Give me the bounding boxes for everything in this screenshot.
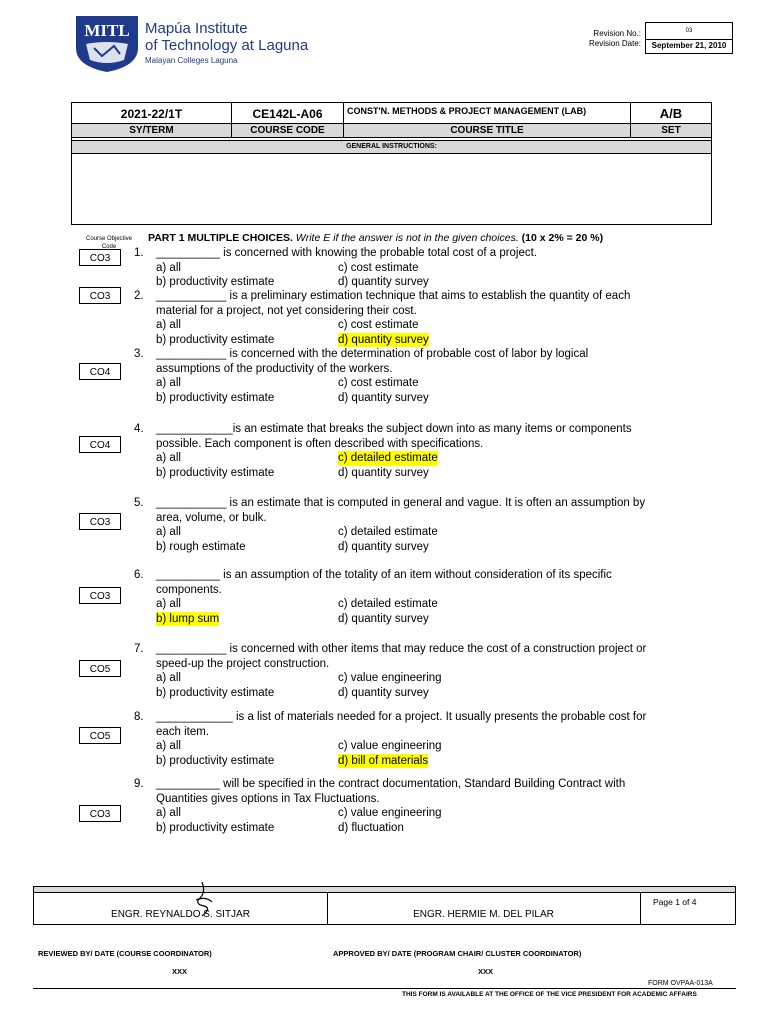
question-text (134, 347, 714, 362)
approver-name: ENGR. HERMIE M. DEL PILAR (413, 909, 554, 920)
choice-c: c) cost estimate (338, 377, 419, 389)
course-title-value: CONST'N. METHODS & PROJECT MANAGEMENT (LAB) (344, 103, 631, 123)
question-stem-cont: material for a project, not yet considering their cost. (156, 304, 417, 317)
choice-c: c) detailed estimate (338, 526, 438, 538)
choice-row (134, 376, 714, 391)
part1-instruction: Write E if the answer is not in the given choices. (295, 232, 519, 244)
question-text (134, 496, 714, 511)
choice-b: b) productivity estimate (156, 686, 275, 699)
question-stem-cont: components. (156, 583, 222, 596)
set-label: SET (631, 123, 711, 138)
choice-a: a) all (156, 452, 181, 464)
choice-d: d) bill of materials (338, 754, 429, 767)
question-stem-cont: area, volume, or bulk. (156, 511, 267, 524)
course-title-label: COURSE TITLE (344, 123, 631, 137)
choice-row (134, 739, 714, 754)
term-label: SY/TERM (72, 123, 232, 137)
reviewer-name: ENGR. REYNALDO S. SITJAR (111, 909, 250, 920)
choice-row (134, 612, 714, 627)
choice-c: c) value engineering (338, 672, 442, 684)
choice-b: b) lump sum (156, 612, 220, 625)
course-objective-code: CO3 (79, 287, 121, 304)
choice-c: c) value engineering (338, 807, 442, 819)
question-item (134, 347, 714, 405)
question-number: 5. (134, 497, 144, 509)
question-stem-cont: possible. Each component is often described with specifications. (156, 437, 484, 450)
choice-row (134, 821, 714, 836)
question-item (134, 710, 714, 768)
choice-c: c) detailed estimate (338, 452, 438, 464)
choice-row (134, 540, 714, 555)
choice-a: a) all (156, 740, 181, 752)
choice-row (134, 686, 714, 701)
course-objective-code: CO3 (79, 805, 121, 822)
choice-b: b) productivity estimate (156, 391, 275, 404)
question-number: 8. (134, 711, 144, 723)
reviewed-by-label: REVIEWED BY/ DATE (COURSE COORDINATOR) (38, 949, 212, 958)
question-text (134, 710, 714, 725)
approved-by-label: APPROVED BY/ DATE (PROGRAM CHAIR/ CLUSTER COORDINATOR) (333, 949, 582, 958)
institution-logo (72, 14, 142, 74)
course-objective-code: CO4 (79, 363, 121, 380)
course-objective-code: CO5 (79, 660, 121, 677)
question-item (134, 496, 714, 554)
choice-c: c) detailed estimate (338, 598, 438, 610)
general-instructions-label: GENERAL INSTRUCTIONS: (72, 140, 711, 154)
choice-b: b) rough estimate (156, 540, 246, 553)
question-number: 4. (134, 423, 144, 435)
choice-c: c) value engineering (338, 740, 442, 752)
choice-a: a) all (156, 377, 181, 389)
course-info-table (71, 102, 712, 225)
institution-name-line1: Mapúa Institute (145, 20, 248, 37)
question-stem: ___________ is concerned with other items that may reduce the cost of a construction project or (156, 643, 647, 655)
choice-row (134, 754, 714, 769)
institution-name-line3: Malayan Colleges Laguna (145, 56, 238, 65)
choice-row (134, 671, 714, 686)
part1-points: (10 x 2% = 20 %) (521, 232, 604, 244)
choice-row (134, 261, 714, 276)
revision-no-value: 03 (646, 23, 732, 40)
question-number: 6. (134, 569, 144, 581)
question-stem: ____________is an estimate that breaks the subject down into as many items or components (156, 423, 632, 435)
question-stem: __________ is concerned with knowing the probable total cost of a project. (156, 247, 538, 259)
question-item (134, 289, 714, 347)
question-text (134, 642, 714, 657)
question-text (134, 289, 714, 304)
choice-row (134, 451, 714, 466)
choice-row (134, 525, 714, 540)
signature-box (33, 893, 641, 925)
choice-d: d) quantity survey (338, 276, 429, 288)
question-item (134, 568, 714, 626)
question-item (134, 642, 714, 700)
course-objective-code: CO3 (79, 587, 121, 604)
question-stem: ___________ is concerned with the determination of probable cost of labor by logical (156, 348, 589, 360)
question-number: 9. (134, 778, 144, 790)
choice-b: b) productivity estimate (156, 333, 275, 346)
revision-box (645, 22, 733, 54)
question-text (134, 246, 714, 261)
choice-c: c) cost estimate (338, 319, 419, 331)
choice-a: a) all (156, 526, 181, 538)
course-objective-code: CO3 (79, 249, 121, 266)
question-stem-cont: speed-up the project construction. (156, 657, 330, 670)
revision-date-label: Revision Date: (588, 39, 641, 48)
choice-d: d) quantity survey (338, 333, 429, 346)
question-number: 1. (134, 247, 144, 259)
choice-b: b) productivity estimate (156, 754, 275, 767)
question-stem: ___________ is a preliminary estimation technique that aims to establish the quantity of each (156, 290, 631, 302)
choice-row (134, 318, 714, 333)
choice-d: d) quantity survey (338, 466, 429, 479)
question-item (134, 422, 714, 480)
question-number: 7. (134, 643, 144, 655)
institution-name-line2: of Technology at Laguna (145, 37, 309, 54)
choice-a: a) all (156, 319, 181, 331)
course-code-value: CE142L-A06 (232, 103, 344, 123)
form-code: FORM OVPAA-013A (648, 980, 713, 987)
choice-row (134, 333, 714, 348)
choice-b: b) productivity estimate (156, 276, 275, 288)
course-objective-code: CO5 (79, 727, 121, 744)
choice-a: a) all (156, 261, 181, 274)
question-item (134, 246, 714, 290)
question-number: 2. (134, 290, 144, 302)
question-text (134, 568, 714, 583)
course-objective-code: CO3 (79, 513, 121, 530)
question-number: 3. (134, 348, 144, 360)
question-stem-cont: Quantities gives options in Tax Fluctuations. (156, 792, 380, 805)
approved-date: XXX (478, 967, 494, 976)
question-item (134, 777, 714, 835)
part1-title: PART 1 MULTIPLE CHOICES. (148, 232, 293, 244)
choice-d: d) quantity survey (338, 612, 429, 625)
question-stem: __________ is an assumption of the totality of an item without consideration of its specific (156, 569, 612, 581)
choice-row (134, 275, 714, 290)
revision-no-label: Revision No.: (593, 29, 641, 38)
choice-a: a) all (156, 598, 181, 610)
form-availability-note: THIS FORM IS AVAILABLE AT THE OFFICE OF THE VICE PRESIDENT FOR ACADEMIC AFFAIRS (402, 991, 697, 998)
part1-heading (148, 232, 603, 244)
choice-d: d) quantity survey (338, 686, 429, 699)
course-objective-code: CO4 (79, 436, 121, 453)
signature-mark (188, 880, 218, 920)
question-stem-cont: each item. (156, 725, 210, 738)
course-objective-label: Course Objective Code (85, 236, 133, 250)
revision-date-value: September 21, 2010 (651, 41, 727, 50)
term-value: 2021-22/1T (72, 103, 232, 123)
reviewed-date: XXX (172, 967, 188, 976)
question-text (134, 777, 714, 792)
page-number: Page 1 of 4 (641, 893, 736, 925)
question-stem-cont: assumptions of the productivity of the workers. (156, 362, 393, 375)
choice-c: c) cost estimate (338, 261, 419, 274)
question-stem: ____________ is a list of materials needed for a project. It usually presents the probable cost for (156, 711, 647, 723)
set-value: A/B (659, 106, 683, 121)
choice-b: b) productivity estimate (156, 821, 275, 834)
choice-a: a) all (156, 807, 181, 819)
choice-row (134, 597, 714, 612)
course-code-label: COURSE CODE (232, 123, 344, 137)
choice-row (134, 806, 714, 821)
choice-a: a) all (156, 672, 181, 684)
question-text (134, 422, 714, 437)
footer-rule (33, 988, 736, 989)
logo-text: MITL (84, 21, 130, 40)
choice-d: d) quantity survey (338, 391, 429, 404)
choice-d: d) fluctuation (338, 821, 404, 834)
choice-row (134, 391, 714, 406)
signature-header-bar (33, 886, 736, 893)
question-stem: ___________ is an estimate that is computed in general and vague. It is often an assumption by (156, 497, 646, 509)
choice-d: d) quantity survey (338, 540, 429, 553)
choice-b: b) productivity estimate (156, 466, 275, 479)
choice-row (134, 466, 714, 481)
question-stem: __________ will be specified in the contract documentation, Standard Building Contract with (156, 778, 626, 790)
